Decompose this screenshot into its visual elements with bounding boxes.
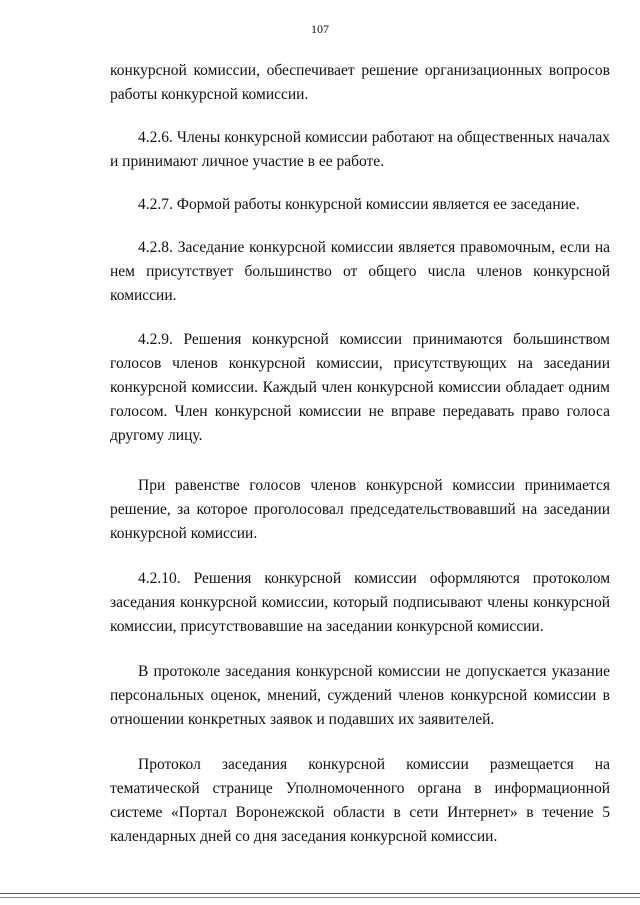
paragraph-tie-vote: При равенстве голосов членов конкурсной комиссии принимается решение, за которое проголосовал председательствовавший на заседании конкурсной комиссии.: [110, 477, 610, 542]
bottom-divider: [0, 893, 640, 898]
paragraph-4-2-10: 4.2.10. Решения конкурсной комиссии оформляются протоколом заседания конкурсной комиссии, который подписывают члены конкурсной комиссии, присутствовавшие на заседании конкурсной комиссии.: [110, 570, 610, 635]
paragraph-4-2-8: 4.2.8. Заседание конкурсной комиссии является правомочным, если на нем присутствует большинство от общего числа членов конкурсной комиссии.: [110, 239, 610, 304]
paragraph-protocol-publication: Протокол заседания конкурсной комиссии размещается на тематической странице Уполномоченного органа в информационной системе «Портал Воронежской области в сети Интернет» в течение 5 календарных дней со дня заседания конкурсной комиссии.: [110, 756, 610, 845]
paragraph-4-2-6: 4.2.6. Члены конкурсной комиссии работают на общественных началах и принимают личное участие в ее работе.: [110, 129, 610, 170]
page-number: 107: [311, 22, 329, 36]
paragraph-continuation: конкурсной комиссии, обеспечивает решение организационных вопросов работы конкурсной комиссии.: [110, 62, 610, 103]
paragraph-4-2-7: 4.2.7. Формой работы конкурсной комиссии является ее заседание.: [138, 196, 580, 213]
paragraph-4-2-9: 4.2.9. Решения конкурсной комиссии принимаются большинством голосов членов конкурсной комиссии, присутствующих на заседании конкурсной комиссии. Каждый член конкурсной комиссии обладает одним голосом. Член конкурсной комиссии не вправе передавать право голоса другому лицу.: [110, 331, 610, 444]
paragraph-protocol-restrictions: В протоколе заседания конкурсной комиссии не допускается указание персональных оценок, мнений, суждений членов конкурсной комиссии в отношении конкретных заявок и подавших их заявителей.: [110, 663, 610, 728]
